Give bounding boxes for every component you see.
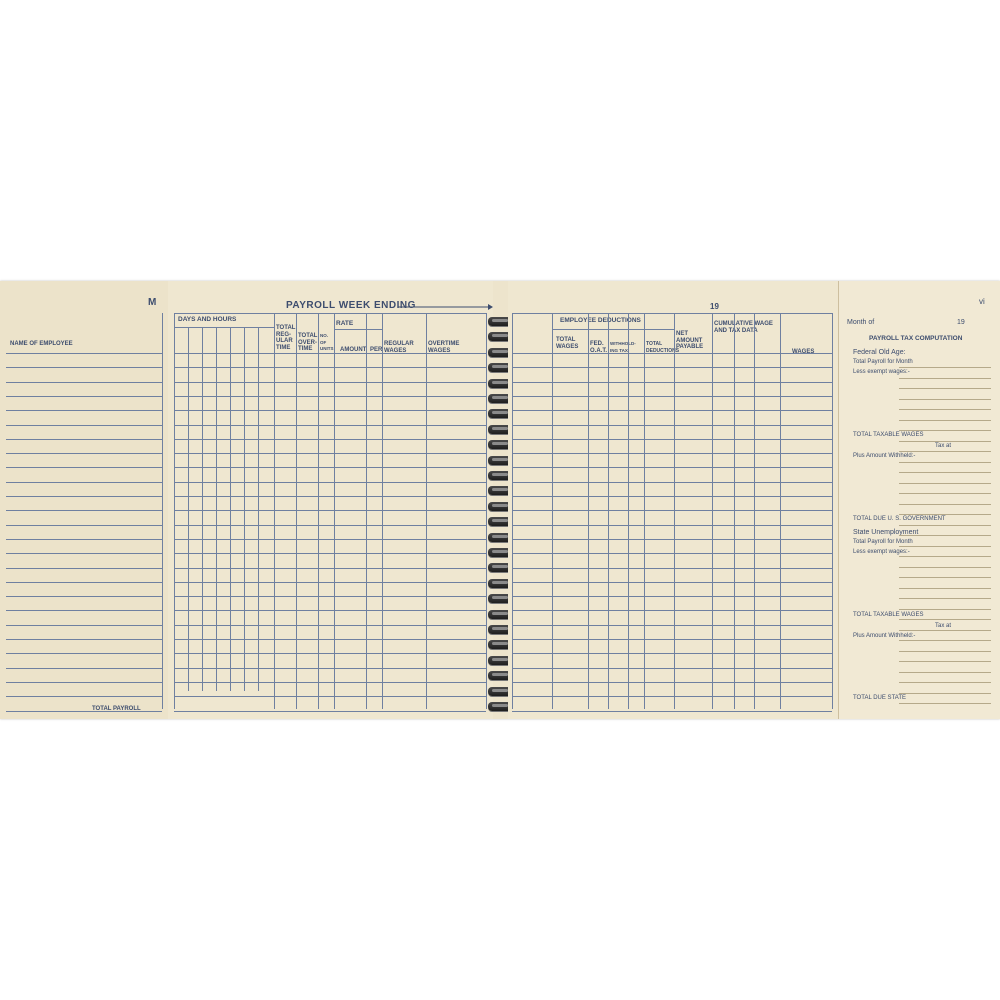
- grid-line: [552, 313, 553, 709]
- grid-line: [174, 539, 486, 540]
- grid-line: [6, 639, 162, 640]
- tax-at: Tax at: [935, 443, 952, 449]
- payroll-book: [0, 281, 1000, 719]
- grid-line: [552, 329, 674, 330]
- grid-line: [6, 467, 162, 468]
- tax-rule: [899, 451, 991, 452]
- grid-line: [512, 510, 832, 511]
- total-taxable-wages: TOTAL TAXABLE WAGES: [853, 432, 924, 438]
- year-suffix: 19: [710, 302, 719, 311]
- grid-line: [258, 327, 259, 691]
- employee-deductions-header: EMPLOYEE DEDUCTIONS: [560, 317, 641, 324]
- grid-line: [6, 539, 162, 540]
- grid-line: [512, 425, 832, 426]
- fed-oat-header: FED. O.A.T.: [590, 341, 608, 354]
- withholding-tax-header: WITHHOLD-ING TAX: [610, 341, 636, 353]
- tax-rule: [899, 630, 991, 631]
- per-header: PER: [370, 347, 383, 353]
- no-of-units-header: NO. OF UNITS: [320, 333, 334, 351]
- tax-rule: [899, 514, 991, 515]
- grid-line: [174, 582, 486, 583]
- total-payroll-label: TOTAL PAYROLL: [92, 706, 141, 712]
- grid-line: [174, 525, 486, 526]
- state-plus-amount-withheld: Plus Amount Withheld:-: [853, 633, 916, 639]
- grid-line: [174, 396, 486, 397]
- tax-rule: [899, 651, 991, 652]
- tax-rule: [899, 672, 991, 673]
- grid-line: [174, 313, 175, 709]
- grid-line: [780, 313, 781, 709]
- grid-line: [174, 382, 486, 383]
- tax-rule: [899, 661, 991, 662]
- grid-line: [174, 496, 486, 497]
- tax-rule: [899, 504, 991, 505]
- grid-line: [6, 525, 162, 526]
- grid-line: [174, 682, 486, 683]
- payroll-tax-computation-panel: [838, 281, 1000, 719]
- plus-amount-withheld: Plus Amount Withheld:-: [853, 453, 916, 459]
- total-payroll-for-month: Total Payroll for Month: [853, 359, 913, 365]
- grid-line: [512, 367, 832, 368]
- grid-line: [6, 682, 162, 683]
- wages-header: WAGES: [792, 349, 815, 355]
- days-and-hours-header: DAYS AND HOURS: [178, 316, 237, 323]
- grid-line: [6, 453, 162, 454]
- tax-rule: [899, 409, 991, 410]
- grid-line: [512, 596, 832, 597]
- grid-line: [512, 313, 832, 314]
- tax-rule: [899, 493, 991, 494]
- grid-line: [334, 329, 382, 330]
- grid-line: [274, 313, 275, 709]
- grid-line: [512, 582, 832, 583]
- grid-line: [174, 639, 486, 640]
- grid-line: [174, 625, 486, 626]
- grid-line: [6, 353, 162, 354]
- total-wages-header: TOTAL WAGES: [556, 337, 579, 350]
- tax-rule: [899, 588, 991, 589]
- tax-rule: [899, 546, 991, 547]
- tax-rule: [899, 399, 991, 400]
- grid-line: [6, 696, 162, 697]
- total-overtime-header: TOTAL OVER-TIME: [298, 333, 318, 352]
- grid-line: [6, 382, 162, 383]
- grid-line: [512, 396, 832, 397]
- grid-line: [174, 453, 486, 454]
- grid-line: [188, 327, 189, 691]
- deductions-page: [508, 281, 838, 719]
- tax-rule: [899, 535, 991, 536]
- tax-rule: [899, 609, 991, 610]
- rate-header: RATE: [336, 320, 354, 327]
- grid-line: [674, 313, 675, 709]
- grid-line: [6, 396, 162, 397]
- grid-line: [6, 625, 162, 626]
- tax-rule: [899, 598, 991, 599]
- tax-rule: [899, 430, 991, 431]
- grid-line: [6, 653, 162, 654]
- grid-line: [6, 568, 162, 569]
- tax-rule: [899, 388, 991, 389]
- tax-rule: [899, 682, 991, 683]
- tax-rule: [899, 556, 991, 557]
- grid-line: [318, 313, 319, 709]
- cumulative-header: CUMULATIVE WAGE AND TAX DATA: [714, 321, 773, 334]
- grid-line: [6, 367, 162, 368]
- net-amount-payable-header: NET AMOUNT PAYABLE: [676, 331, 704, 350]
- grid-line: [296, 313, 297, 709]
- grid-line: [426, 313, 427, 709]
- regular-wages-header: REGULAR WAGES: [384, 341, 414, 354]
- tax-rule: [899, 567, 991, 568]
- grid-line: [512, 668, 832, 669]
- amount-header: AMOUNT: [340, 347, 367, 353]
- grid-line: [512, 682, 832, 683]
- grid-line: [174, 553, 486, 554]
- grid-line: [512, 439, 832, 440]
- grid-line: [174, 467, 486, 468]
- grid-line: [6, 596, 162, 597]
- tax-rule: [899, 640, 991, 641]
- grid-line: [244, 327, 245, 691]
- grid-line: [754, 313, 755, 709]
- grid-line: [174, 510, 486, 511]
- grid-line: [608, 313, 609, 709]
- state-total-taxable-wages: TOTAL TAXABLE WAGES: [853, 612, 924, 618]
- grid-line: [162, 313, 163, 709]
- tax-rule: [899, 619, 991, 620]
- grid-line: [512, 525, 832, 526]
- tax-rule: [899, 472, 991, 473]
- grid-line: [512, 313, 513, 709]
- grid-line: [6, 510, 162, 511]
- grid-line: [512, 410, 832, 411]
- tax-rule: [899, 420, 991, 421]
- grid-line: [512, 568, 832, 569]
- grid-line: [174, 410, 486, 411]
- tax-rule: [899, 441, 991, 442]
- arrow-icon: [398, 303, 493, 311]
- grid-line: [512, 467, 832, 468]
- grid-line: [512, 453, 832, 454]
- tax-rule: [899, 483, 991, 484]
- grid-line: [6, 711, 162, 712]
- grid-line: [6, 410, 162, 411]
- grid-line: [174, 653, 486, 654]
- overtime-wages-header: OVERTIME WAGES: [428, 341, 460, 354]
- grid-line: [712, 313, 713, 709]
- federal-old-age-label: Federal Old Age:: [853, 349, 906, 356]
- month-year: 19: [957, 319, 965, 326]
- grid-line: [174, 596, 486, 597]
- grid-line: [512, 625, 832, 626]
- grid-line: [512, 610, 832, 611]
- total-deductions-header: TOTAL DEDUCTIONS: [646, 341, 680, 354]
- grid-line: [628, 313, 629, 709]
- grid-line: [6, 482, 162, 483]
- grid-line: [588, 313, 589, 709]
- less-exempt-wages: Less exempt wages:-: [853, 369, 910, 375]
- grid-line: [6, 582, 162, 583]
- grid-line: [512, 382, 832, 383]
- grid-line: [366, 313, 367, 709]
- grid-line: [6, 425, 162, 426]
- grid-line: [216, 327, 217, 691]
- employee-name-page: [0, 281, 168, 719]
- total-regular-time-header: TOTAL REG-ULAR TIME: [276, 325, 296, 351]
- grid-line: [512, 353, 832, 354]
- state-total-payroll-for-month: Total Payroll for Month: [853, 539, 913, 545]
- grid-line: [512, 711, 832, 712]
- tax-rule: [899, 577, 991, 578]
- grid-line: [174, 313, 486, 314]
- total-due-us-government: TOTAL DUE U. S. GOVERNMENT: [853, 516, 946, 522]
- grid-line: [174, 696, 486, 697]
- left-corner-mark: M: [148, 297, 157, 308]
- grid-line: [174, 353, 486, 354]
- grid-line: [6, 668, 162, 669]
- grid-line: [512, 539, 832, 540]
- tax-rule: [899, 378, 991, 379]
- grid-line: [512, 553, 832, 554]
- hours-rate-page: [168, 281, 493, 719]
- grid-line: [174, 425, 486, 426]
- tax-rule: [899, 367, 991, 368]
- grid-line: [6, 610, 162, 611]
- tax-panel-title: PAYROLL TAX COMPUTATION: [869, 335, 963, 342]
- tax-rule: [899, 525, 991, 526]
- grid-line: [512, 496, 832, 497]
- grid-line: [174, 439, 486, 440]
- tax-rule: [899, 693, 991, 694]
- grid-line: [382, 313, 383, 709]
- grid-line: [512, 482, 832, 483]
- grid-line: [174, 367, 486, 368]
- grid-line: [334, 313, 335, 709]
- payroll-week-ending-title: PAYROLL WEEK ENDING: [286, 300, 416, 311]
- grid-line: [174, 668, 486, 669]
- grid-line: [174, 482, 486, 483]
- grid-line: [6, 553, 162, 554]
- grid-line: [174, 568, 486, 569]
- tax-rule: [899, 703, 991, 704]
- grid-line: [6, 439, 162, 440]
- grid-line: [230, 327, 231, 691]
- grid-line: [174, 711, 486, 712]
- grid-line: [6, 496, 162, 497]
- grid-line: [202, 327, 203, 691]
- grid-line: [734, 313, 735, 709]
- grid-line: [832, 313, 833, 709]
- grid-line: [174, 327, 274, 328]
- tax-rule: [899, 462, 991, 463]
- state-less-exempt-wages: Less exempt wages:-: [853, 549, 910, 555]
- grid-line: [512, 639, 832, 640]
- name-of-employee-header: NAME OF EMPLOYEE: [10, 341, 73, 347]
- grid-line: [512, 696, 832, 697]
- total-due-state: TOTAL DUE STATE: [853, 695, 907, 701]
- grid-line: [174, 610, 486, 611]
- pencil-note: [739, 593, 827, 629]
- grid-line: [512, 653, 832, 654]
- grid-line: [644, 313, 645, 709]
- right-corner-mark: vi: [979, 297, 985, 306]
- state-tax-at: Tax at: [935, 623, 952, 629]
- month-of-label: Month of: [847, 319, 875, 326]
- grid-line: [486, 313, 487, 709]
- state-unemployment-label: State Unemployment: [853, 529, 919, 536]
